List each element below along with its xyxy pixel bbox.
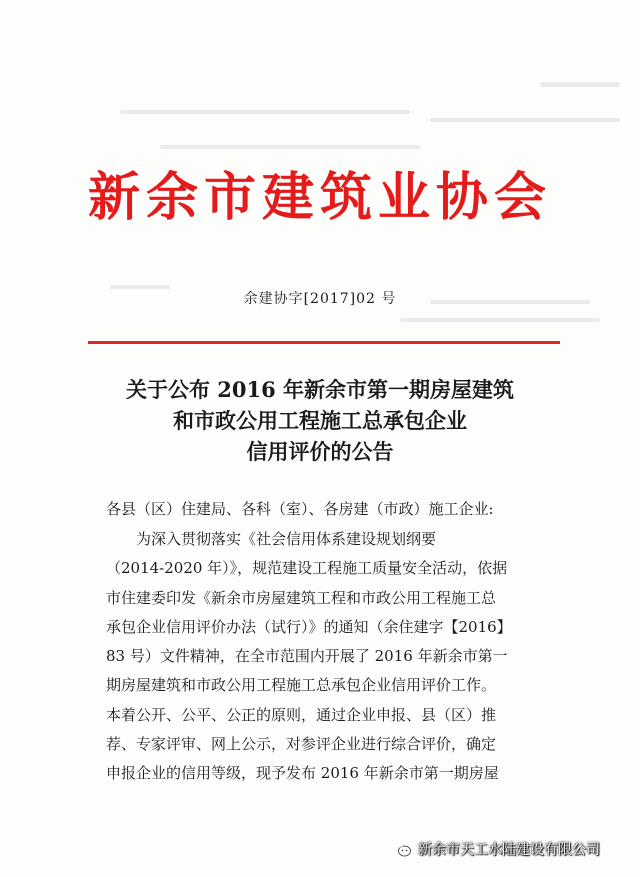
organization-masthead: 新余市建筑业协会: [87, 167, 552, 228]
bleed-through-mark: [160, 145, 420, 149]
body-paragraph: [106, 525, 550, 789]
salutation: 各县（区）住建局、各科（室）、各房建（市政）施工企业:: [106, 500, 494, 518]
title-line: 和市政公用工程施工总承包企业: [173, 408, 467, 433]
announcement-title: [80, 374, 560, 467]
body-line: 市住建委印发《新余市房屋建筑工程和市政公用工程施工总: [106, 588, 497, 607]
wechat-watermark: [390, 836, 630, 862]
document-number: 余建协字[2017]02 号: [243, 291, 397, 307]
body-line: 申报企业的信用等级，现予发布 2016 年新余市第一期房屋: [106, 764, 499, 783]
bleed-through-mark: [430, 118, 620, 122]
body-line: 为深入贯彻落实《社会信用体系建设规划纲要: [136, 530, 437, 548]
wechat-icon: [390, 840, 412, 858]
body-line: 本着公开、公平、公正的原则，通过企业申报、县（区）推: [106, 705, 497, 724]
bleed-through-mark: [400, 318, 600, 322]
bleed-through-mark: [540, 82, 620, 87]
body-line: 期房屋建筑和市政公用工程施工总承包企业信用评价工作。: [106, 676, 497, 695]
red-divider-rule: [88, 341, 560, 344]
watermark-text: 新余市天工水陆建设有限公司: [418, 842, 600, 858]
bleed-through-mark: [120, 110, 410, 114]
body-line: 荐、专家评审、网上公示，对参评企业进行综合评价，确定: [106, 735, 497, 754]
title-line: 信用评价的公告: [246, 439, 394, 464]
body-line: 承包企业信用评价办法（试行）》的通知（余住建字【2016】: [106, 617, 512, 636]
body-line: 83 号）文件精神，在全市范围内开展了 2016 年新余市第一: [106, 647, 508, 666]
title-line: 关于公布 2016 年新余市第一期房屋建筑: [125, 377, 515, 402]
body-line: （2014-2020 年）》，规范建设工程施工质量安全活动，依据: [106, 559, 508, 578]
